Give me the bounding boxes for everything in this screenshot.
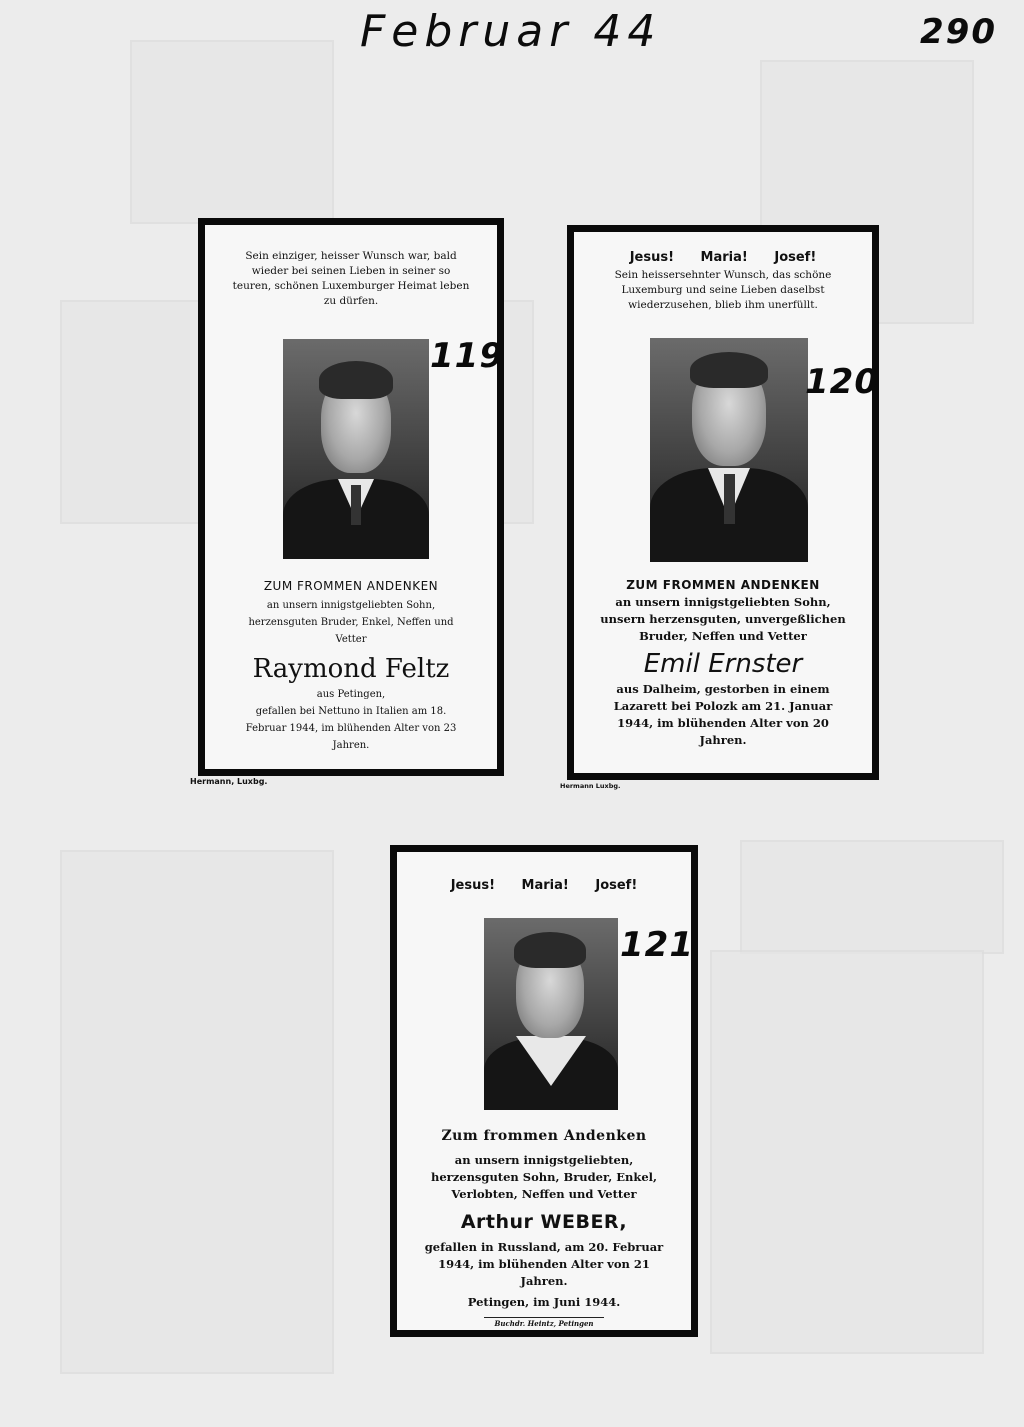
bleed-through-shadow	[130, 40, 334, 224]
card-place-date: Petingen, im Juni 1944.	[467, 1295, 621, 1309]
bleed-through-shadow	[740, 840, 1004, 954]
card-origin: aus Petingen,	[316, 689, 386, 700]
card-details: aus Dalheim, gestorben in einem Lazarett bei Polozk am 21. Januar 1944, im blühenden Alter von 20 Jahren.	[613, 682, 833, 747]
card-motto: Sein einziger, heisser Wunsch war, bald wieder bei seinen Lieben in seiner so teuren, schönen Luxemburger Heimat leben zu dürfen.	[232, 250, 470, 307]
card-dedication: an unsern innigstgeliebten Sohn, unsern herzensguten, unvergeßlichen Bruder, Neffen und Vetter	[600, 595, 846, 643]
deceased-name: Raymond Feltz	[252, 654, 450, 684]
handwritten-number: 120	[805, 362, 879, 402]
bleed-through-shadow	[60, 850, 334, 1374]
portrait-photo	[484, 918, 618, 1110]
card-details: gefallen bei Nettuno in Italien am 18. Februar 1944, im blühenden Alter von 23 Jahren.	[245, 706, 457, 751]
jesus-maria-josef: Jesus! Maria! Josef!	[450, 878, 638, 893]
memorial-card-feltz	[198, 218, 504, 776]
portrait-photo	[283, 339, 429, 559]
portrait-photo	[650, 338, 808, 562]
card-motto: Sein heissersehnter Wunsch, das schöne Luxemburg und seine Lieben daselbst wiederzusehen, blieb ihm unerfüllt.	[614, 269, 832, 311]
handwritten-title: Februar 44	[360, 6, 662, 57]
printer-mark: Buchdr. Heintz, Petingen	[494, 1319, 594, 1328]
jesus-maria-josef: Jesus! Maria! Josef!	[629, 250, 817, 265]
deceased-name: Arthur WEBER,	[460, 1211, 628, 1233]
page-number: 290	[920, 12, 997, 52]
printer-mark: Hermann Luxbg.	[560, 782, 621, 790]
card-details: gefallen in Russland, am 20. Februar 1944, im blühenden Alter von 21 Jahren.	[424, 1240, 664, 1288]
card-dedication: an unsern innigstgeliebten Sohn, herzensguten Bruder, Enkel, Neffen und Vetter	[248, 600, 454, 645]
andenken-heading: ZUM FROMMEN ANDENKEN	[263, 579, 439, 593]
handwritten-number: 121	[620, 925, 694, 965]
card-dedication: an unsern innigstgeliebten, herzensguten Sohn, Bruder, Enkel, Verlobten, Neffen und Vetter	[430, 1153, 658, 1201]
bleed-through-shadow	[710, 950, 984, 1354]
andenken-heading: Zum frommen Andenken	[441, 1128, 647, 1144]
handwritten-number: 119	[430, 336, 504, 376]
printer-mark: Hermann, Luxbg.	[190, 777, 268, 786]
andenken-heading: ZUM FROMMEN ANDENKEN	[626, 578, 820, 592]
deceased-name: Emil Ernster	[643, 649, 803, 679]
memorial-card-weber	[390, 845, 698, 1337]
memorial-card-ernster	[567, 225, 879, 780]
